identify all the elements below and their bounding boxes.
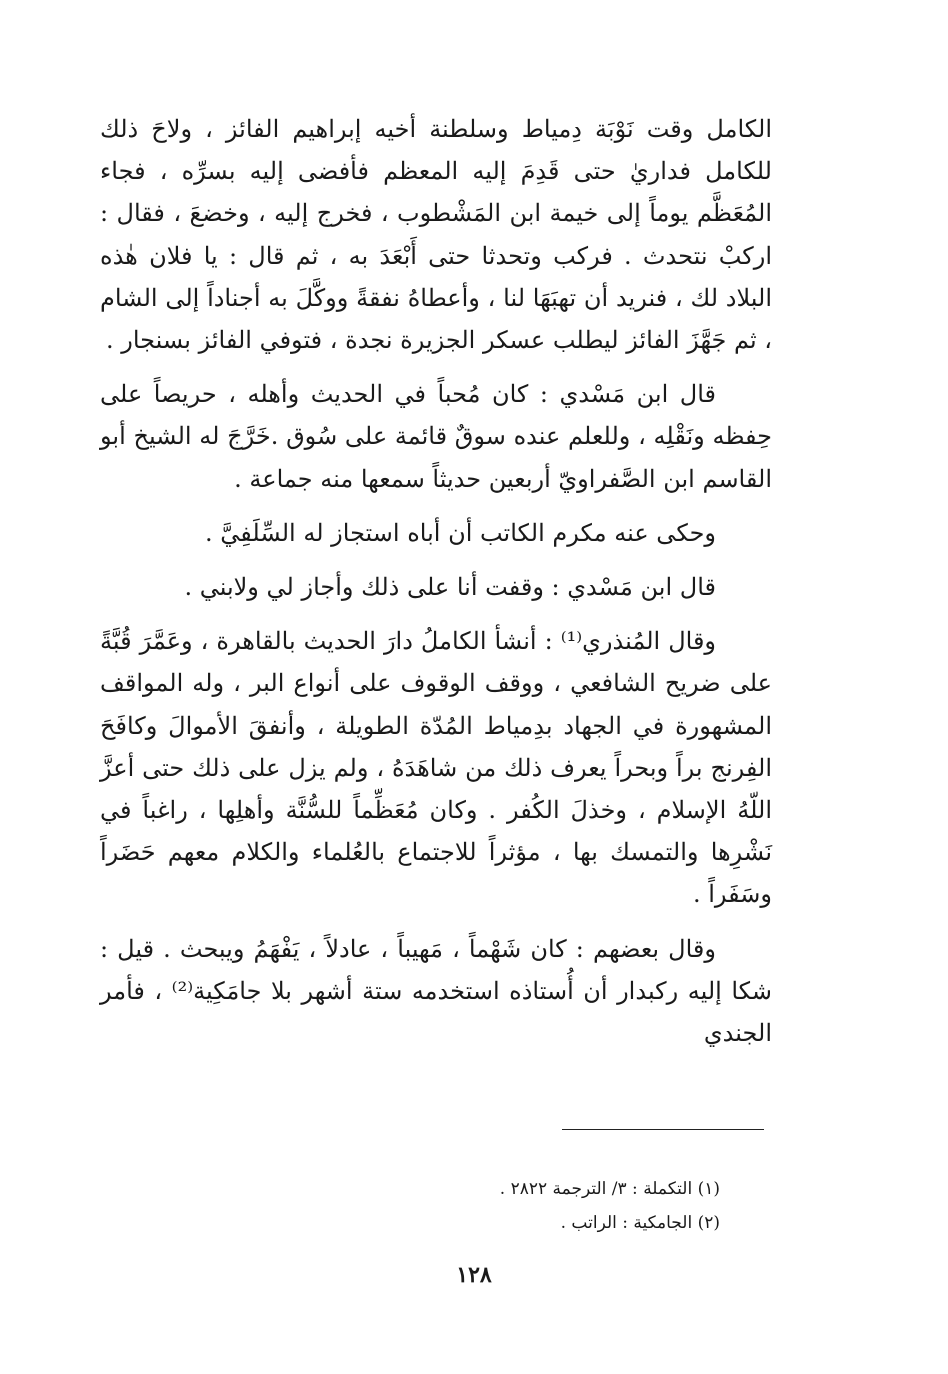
paragraph-mukram-katib: وحكى عنه مكرم الكاتب أن أباه استجاز له السِّلَفِيَّ . <box>204 518 716 547</box>
paragraph-ibn-masdi-hadith: قال ابن مَسْدي : كان مُحباً في الحديث وأهله ، حريصاً على حِفظه ونَقْلِه ، وللعلم عنده سوقٌ قائمة على سُوق .خَرَّجَ له الشيخ أبو القاسم ابن الصَّفراويّ أربعين حديثاً سمعها منه جماعة . <box>100 380 772 493</box>
paragraph-kamil-damietta: الكامل وقت نَوْبَة دِمياط وسلطنة أخيه إبراهيم الفائز ، ولاحَ ذلك للكامل فداريٰ حتى قَدِمَ إليه المعظم فأفضى إليه بسرِّه ، فجاء المُعَظَّم يوماً إلى خيمة ابن المَشْطوب ، فخرج إليه ، وخضعَ ، فقال : اركبْ نتحدث . فركب وتحدثا حتى أَبْعَدَ به ، ثم قال : يا فلان هٰذه البلاد لك ، فنريد أن تهبَهَا لنا ، وأعطاهُ نفقةً ووكَّلَ به أجناداً إلى الشام ، ثم جَهَّزَ الفائز ليطلب عسكر الجزيرة نجدة ، فتوفي الفائز بسنجار . <box>100 115 772 355</box>
footnote-2: (٢) الجامكية : الراتب . <box>560 1213 720 1233</box>
footnote-divider <box>562 1129 764 1130</box>
page-body <box>100 108 772 1066</box>
footnote-1: (١) التكملة : ٣/ الترجمة ٢٨٢٢ . <box>499 1179 720 1199</box>
paragraph-ibn-masdi-ijaza: قال ابن مَسْدي : وقفت أنا على ذلك وأجاز لي ولابني . <box>184 573 716 602</box>
paragraph-mundhiri: وقال المُنذري⁽¹⁾ : أنشأ الكاملُ دارَ الحديث بالقاهرة ، وعَمَّرَ قُبَّةً على ضريح الشافعي ، ووقف الوقوف على أنواع البر ، وله المواقف المشهورة في الجهاد بدِمياط المُدّة الطويلة ، وأنفقَ الأموالَ وكافَحَ الفِرنج براً وبحراً يعرف ذلك من شاهَدَهُ ، ولم يزل على ذلك حتى أعزَّ اللّهُ الإسلام ، وخذلَ الكُفر . وكان مُعَظِّماً للسُّنَّة وأهلِها ، راغباً في نَشْرِها والتمسك بها ، مؤثراً للاجتماع بالعُلماء والكلام معهم حَضَراً وسَفَراً . <box>100 627 772 909</box>
footnotes <box>100 1172 720 1240</box>
page-number: ١٢٨ <box>456 1262 492 1288</box>
paragraph-baaduhum: وقال بعضهم : كان شَهْماً ، مَهيباً ، عادلاً ، يَفْهَمُ ويبحث . قيل : شكا إليه ركبدار أن أُستاذه استخدمه ستة أشهر بلا جامَكِية⁽²⁾ ، فأمر الجندي <box>100 934 772 1048</box>
